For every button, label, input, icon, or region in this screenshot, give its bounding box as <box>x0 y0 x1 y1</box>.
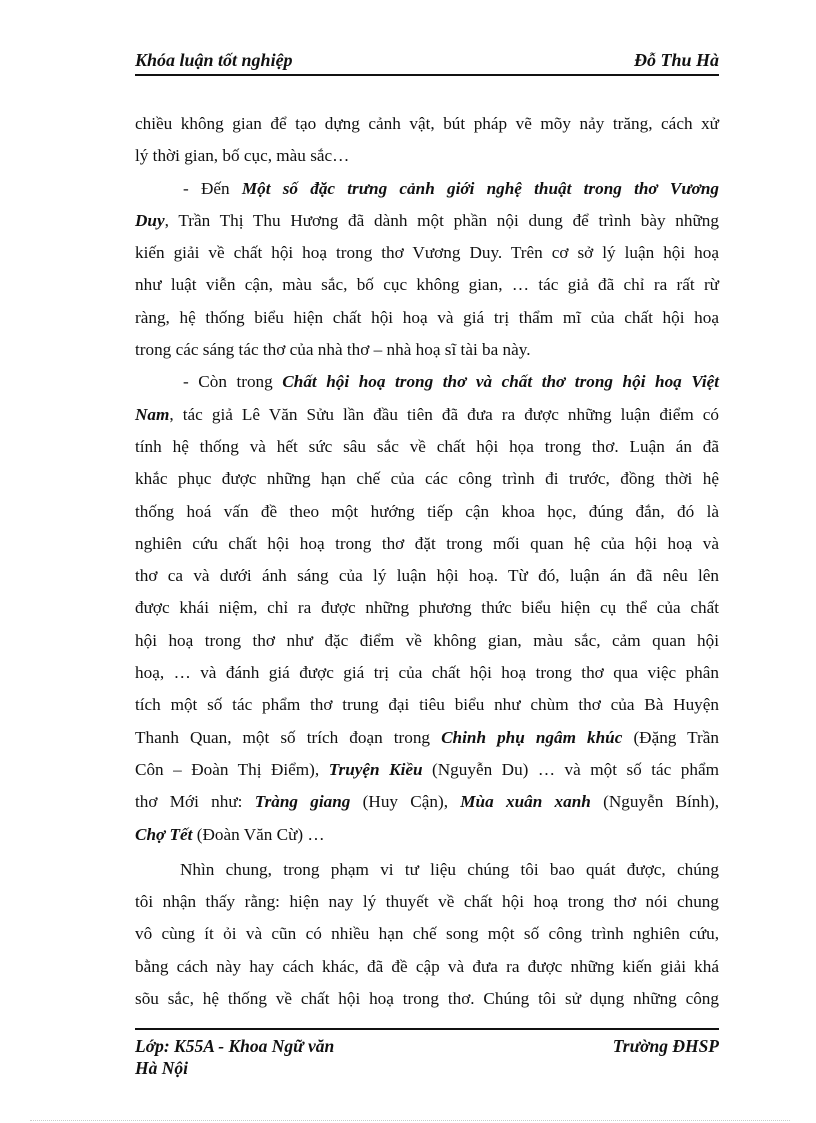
text-line: lý thời gian, bố cục, màu sắc… <box>135 146 350 166</box>
text-line: thơ Mới như: Tràng giang (Huy Cận), Mùa xuân xanh (Nguyễn Bính), <box>135 792 720 812</box>
document-body <box>135 108 719 1015</box>
text-line: hội hoạ trong thơ như đặc điểm về không gian, màu sắc, cảm quan hội <box>135 630 719 650</box>
text-line: như luật viễn cận, màu sắc, bố cục không gian, … tác giả đã chỉ ra rất rừ <box>135 275 719 295</box>
header-title: Khóa luận tốt nghiệp <box>135 50 293 70</box>
text-line: được khái niệm, chỉ ra được những phương thức biểu hiện cụ thể của chất <box>135 598 719 618</box>
work-title: Mùa xuân xanh <box>460 792 591 812</box>
footer-school: Trường ĐHSP <box>612 1036 719 1056</box>
text-line: tôi nhận thấy rằng: hiện nay lý thuyết về chất hội hoạ trong thơ nói chung <box>135 892 719 912</box>
work-title: Truyện Kiều <box>328 759 423 779</box>
footer-class: Lớp: K55A - Khoa Ngữ văn <box>135 1036 335 1056</box>
text-line: ràng, hệ thống biểu hiện chất hội hoạ và giá trị thẩm mĩ của chất hội hoạ <box>135 307 719 327</box>
text-line: - Đến Một số đặc trưng cảnh giới nghệ thuật trong thơ Vương <box>183 178 719 198</box>
text-line: thơ ca và dưới ánh sáng của lý luận hội hoạ. Từ đó, luận án đã nêu lên <box>135 566 719 586</box>
text-line: Côn – Đoàn Thị Điểm), Truyện Kiều (Nguyễn Du) … và một số tác phẩm <box>135 759 719 779</box>
text-line: nghiên cứu chất hội hoạ trong thơ đặt trong mối quan hệ của hội hoạ và <box>135 533 719 553</box>
text-line: vô cùng ít ỏi và cũn có nhiều hạn chế song một số công trình nghiên cứu, <box>135 924 719 944</box>
text-line: chiều không gian để tạo dựng cảnh vật, bút pháp vẽ mõy nảy trăng, cách xử <box>135 114 719 133</box>
text-line: kiến giải về chất hội hoạ trong thơ Vương Duy. Trên cơ sở lý luận hội hoạ <box>135 243 719 263</box>
text-line: hoạ, … và đánh giá được giá trị của chất hội hoạ trong thơ qua việc phân <box>135 663 719 683</box>
text-line: tính hệ thống và hết sức sâu sắc về chất hội họa trong thơ. Luận án đã <box>135 436 719 456</box>
text-line: Duy, Trần Thị Thu Hương đã dành một phần nội dung để trình bày những <box>135 210 719 230</box>
header-author: Đỗ Thu Hà <box>633 50 719 70</box>
text-line: Nhìn chung, trong phạm vi tư liệu chúng tôi bao quát được, chúng <box>180 859 719 879</box>
text-line: trong các sáng tác thơ của nhà thơ – nhà hoạ sĩ tài ba này. <box>135 340 531 360</box>
work-title: Chợ Tết <box>135 824 193 844</box>
work-title: Một số đặc trưng cảnh giới nghệ thuật trong thơ Vương <box>241 178 719 198</box>
work-title: Tràng giang <box>254 792 351 812</box>
page-edge-divider <box>30 1120 790 1121</box>
work-title: Duy <box>135 210 165 230</box>
footer-city: Hà Nội <box>135 1058 188 1078</box>
text-line: - Còn trong Chất hội hoạ trong thơ và chất thơ trong hội hoạ Việt <box>183 372 720 392</box>
text-line: Chợ Tết (Đoàn Văn Cừ) … <box>135 824 325 844</box>
text-line: thống hoá vấn đề theo một hướng tiếp cận khoa học, đúng đắn, đó là <box>135 501 719 521</box>
work-title: Chinh phụ ngâm khúc <box>441 727 623 747</box>
text-line: Nam, tác giả Lê Văn Sửu lần đầu tiên đã đưa ra được những luận điểm có <box>135 404 719 424</box>
text-line: Thanh Quan, một số trích đoạn trong Chinh phụ ngâm khúc (Đặng Trần <box>135 727 719 747</box>
work-title: Chất hội hoạ trong thơ và chất thơ trong hội hoạ Việt <box>282 372 720 392</box>
page-header <box>135 48 719 76</box>
text-line: sõu sắc, hệ thống về chất hội hoạ trong thơ. Chúng tôi sử dụng những công <box>135 989 719 1009</box>
page-footer <box>135 1028 719 1078</box>
work-title: Nam <box>135 404 170 424</box>
text-line: khắc phục được những hạn chế của các công trình đi trước, đồng thời hệ <box>135 469 719 489</box>
text-line: bằng cách này hay cách khác, đã đề cập và đưa ra được những kiến giải khá <box>135 956 719 976</box>
text-line: tích một số tác phẩm thơ trung đại tiêu biểu như chùm thơ của Bà Huyện <box>135 695 719 715</box>
